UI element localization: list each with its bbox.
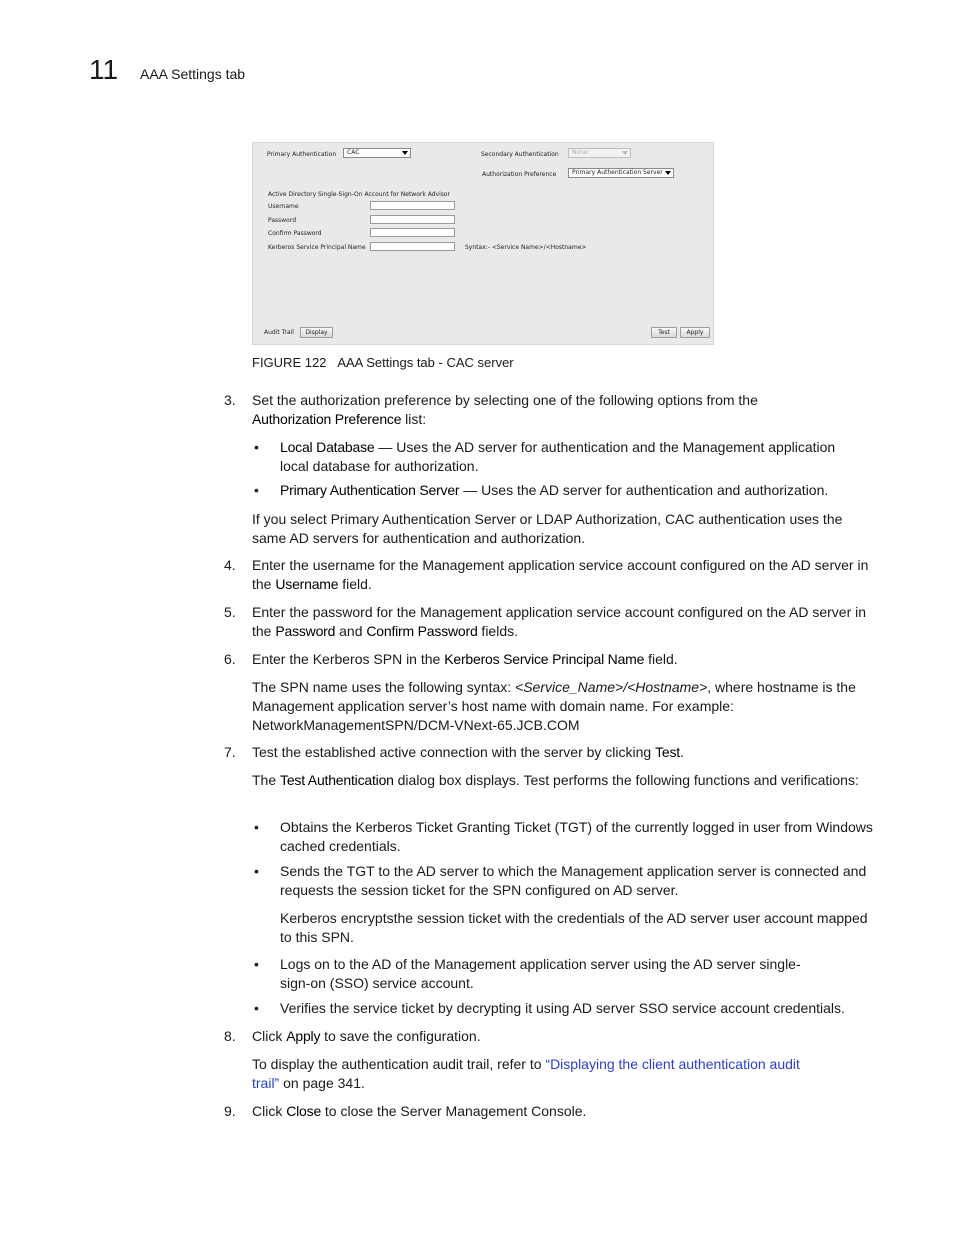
password-label: Password <box>268 217 297 224</box>
step-7-bullet-3: Logs on to the AD of the Management application server using the AD server single-sign-on (SSO) service account. <box>280 956 801 991</box>
step-3-note: If you select Primary Authentication Server or LDAP Authorization, CAC authentication uses the same AD servers for authentication and authorization. <box>252 511 843 546</box>
step-3-bullet-2 <box>280 481 880 500</box>
audit-trail-label: Audit Trail <box>264 329 294 336</box>
audit-trail-link[interactable]: trail” <box>252 1074 280 1091</box>
ui-term: Authorization Preference <box>252 410 402 427</box>
confirm-password-label: Confirm Password <box>268 230 322 237</box>
primary-auth-value: CAC <box>347 149 360 156</box>
step-text: to close the Server Management Console. <box>321 1103 587 1119</box>
step-text: Test the established active connection with the server by clicking <box>252 744 656 760</box>
step-8-text <box>252 1027 877 1046</box>
chevron-down-icon <box>665 171 671 175</box>
ui-term: Apply <box>286 1028 321 1044</box>
step-text: Enter the username for the Management application service account configured on the AD server in the <box>252 557 869 592</box>
step-9-text <box>252 1102 877 1121</box>
secondary-auth-label: Secondary Authentication <box>481 151 559 158</box>
step-text: on page 341. <box>279 1074 365 1091</box>
chevron-down-icon <box>402 151 408 155</box>
ui-term: Local Database <box>280 439 375 455</box>
bullet-icon: • <box>254 819 259 835</box>
spn-example: NetworkManagementSPN/DCM-VNext-65.JCB.COM <box>252 716 580 733</box>
step-number: 5. <box>224 604 236 620</box>
step-3-text <box>252 391 877 429</box>
authz-pref-select[interactable] <box>568 168 674 178</box>
ui-term: Password <box>275 622 336 639</box>
step-text: The SPN name uses the following syntax: <box>252 679 516 695</box>
step-text: Enter the Kerberos SPN in the <box>252 651 445 667</box>
bullet-text: — Uses the AD server for authentication and the Management application <box>374 439 836 455</box>
aaa-settings-screenshot <box>252 142 714 345</box>
step-8-reference <box>252 1055 877 1093</box>
bullet-icon: • <box>254 482 259 498</box>
password-input[interactable] <box>370 215 455 224</box>
step-7-desc <box>252 771 877 790</box>
primary-auth-select[interactable] <box>343 148 411 158</box>
step-text: , where hostname is the Management application server’s host name with domain name. For example: <box>252 679 856 714</box>
step-text: to save the configuration. <box>320 1028 481 1044</box>
audit-trail-link[interactable]: “Displaying the client authentication audit <box>545 1056 800 1072</box>
figure-number: FIGURE 122 <box>252 355 327 370</box>
step-7-bullet-1: Obtains the Kerberos Ticket Granting Ticket (TGT) of the currently logged in user from Windows cached credentials. <box>280 819 873 854</box>
chevron-down-icon <box>622 151 628 155</box>
authz-pref-label: Authorization Preference <box>482 171 557 178</box>
syntax-example: <Service_Name>/<Hostname> <box>515 679 708 695</box>
step-number: 9. <box>224 1103 236 1119</box>
step-number: 7. <box>224 744 236 760</box>
step-4-text <box>252 556 877 594</box>
bullet-icon: • <box>254 1000 259 1016</box>
chapter-number: 11 <box>89 54 119 85</box>
step-text: . <box>680 744 684 760</box>
step-text: field. <box>338 575 372 592</box>
step-number: 6. <box>224 651 236 667</box>
step-text: Set the authorization preference by selecting one of the following options from the <box>252 392 758 408</box>
secondary-auth-select[interactable] <box>568 148 631 158</box>
step-3-bullet-1 <box>280 438 880 476</box>
step-text: field. <box>644 651 678 667</box>
figure-title: AAA Settings tab - CAC server <box>337 355 514 370</box>
ad-section-label: Active Directory Single-Sign-On Account for Network Advisor <box>268 191 451 198</box>
step-text: The <box>252 772 281 788</box>
test-button[interactable]: Test <box>651 327 677 338</box>
step-number: 3. <box>224 392 236 408</box>
syntax-hint: Syntax:- <Service Name>/<Hostname> <box>465 244 587 251</box>
kerberos-label: Kerberos Service Principal Name <box>268 244 366 251</box>
step-text: list: <box>401 410 427 427</box>
step-5-text <box>252 603 877 641</box>
ui-term: Confirm Password <box>366 622 478 639</box>
step-number: 4. <box>224 557 236 573</box>
bullet-icon: • <box>254 956 259 972</box>
step-text: and <box>335 622 367 639</box>
step-text: Click <box>252 1028 287 1044</box>
username-input[interactable] <box>370 201 455 210</box>
ui-term: Close <box>286 1103 322 1119</box>
authz-pref-value: Primary Authentication Server <box>572 169 663 176</box>
confirm-password-input[interactable] <box>370 228 455 237</box>
ui-term: Username <box>275 575 339 592</box>
secondary-auth-value: None <box>572 149 588 156</box>
bullet-text: — Uses the AD server for authentication and authorization. <box>459 482 829 498</box>
step-7-text <box>252 743 877 762</box>
display-button[interactable]: Display <box>300 327 333 338</box>
ui-term: Test Authentication <box>280 772 394 788</box>
kerberos-input[interactable] <box>370 242 455 251</box>
username-label: Username <box>268 203 299 210</box>
bullet-icon: • <box>254 863 259 879</box>
step-text: dialog box displays. Test performs the following functions and verifications: <box>393 772 859 788</box>
step-7-bullet-4: Verifies the service ticket by decrypting it using AD server SSO service account credentials. <box>280 1000 845 1016</box>
step-text: Click <box>252 1103 287 1119</box>
step-text: To display the authentication audit trail, refer to <box>252 1056 546 1072</box>
chapter-title: AAA Settings tab <box>140 66 246 82</box>
ui-term: Kerberos Service Principal Name <box>444 651 645 667</box>
step-text: fields. <box>477 622 519 639</box>
figure-caption <box>252 355 514 371</box>
primary-auth-label: Primary Authentication <box>267 151 337 158</box>
step-6-text <box>252 650 877 669</box>
step-number: 8. <box>224 1028 236 1044</box>
ui-term: Test <box>655 744 680 760</box>
bullet-text: local database for authorization. <box>280 457 479 474</box>
ui-term: Primary Authentication Server <box>280 482 460 498</box>
bullet-icon: • <box>254 439 259 455</box>
apply-button[interactable]: Apply <box>680 327 710 338</box>
step-text: Enter the password for the Management application service account configured on the AD server in the <box>252 604 867 639</box>
step-7-bullet-2: Sends the TGT to the AD server to which the Management application server is connected and requests the session ticket for the SPN configured on AD server. <box>280 863 867 898</box>
step-7-bullet-2-note: Kerberos encryptsthe session ticket with the credentials of the AD server user account mapped to this SPN. <box>280 910 868 945</box>
step-6-syntax <box>252 678 877 734</box>
